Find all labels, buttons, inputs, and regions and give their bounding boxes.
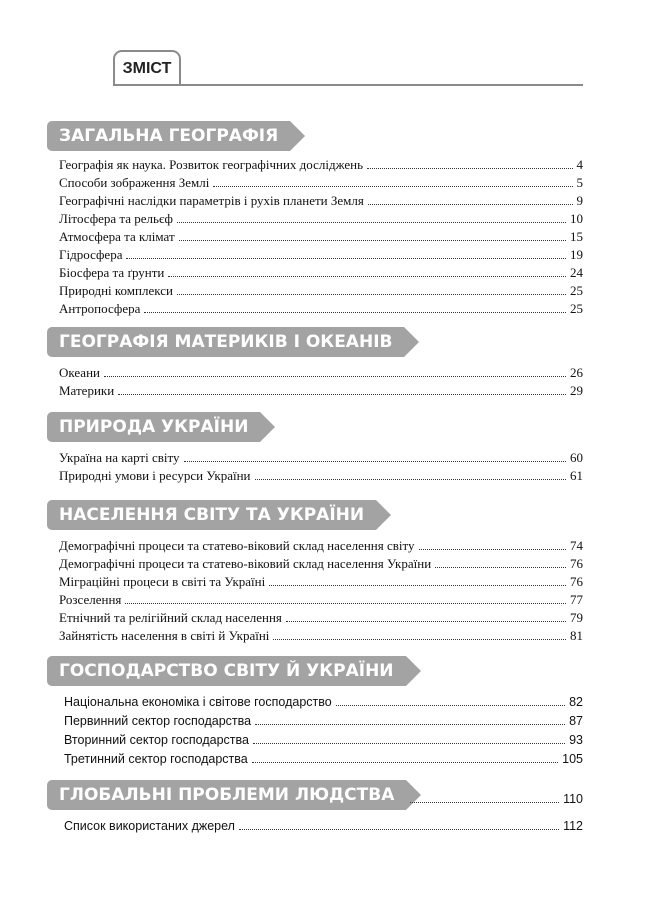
toc-entry[interactable]	[59, 574, 583, 592]
dot-leader	[179, 230, 566, 241]
section-title: ГОСПОДАРСТВО СВІТУ Й УКРАЇНИ	[59, 661, 394, 681]
section-title: НАСЕЛЕННЯ СВІТУ ТА УКРАЇНИ	[59, 505, 365, 525]
entry-page: 112	[563, 819, 583, 833]
dot-leader	[144, 302, 566, 313]
header-rule	[113, 84, 583, 86]
toc-entry[interactable]	[59, 157, 583, 175]
entry-title: Етнічний та релігійний склад населення	[59, 610, 282, 625]
entry-title: Океани	[59, 365, 100, 380]
dot-leader	[168, 266, 566, 277]
toc-entry[interactable]	[59, 265, 583, 283]
entry-page: 79	[570, 610, 583, 625]
entry-page: 25	[570, 301, 583, 316]
toc-entry[interactable]	[59, 365, 583, 383]
dot-leader	[255, 469, 566, 480]
entry-title: Способи зображення Землі	[59, 175, 210, 190]
entry-page: 9	[576, 193, 583, 208]
dot-leader	[368, 194, 573, 205]
entry-page: 76	[570, 574, 583, 589]
entry-title: Розселення	[59, 592, 122, 607]
entry-page: 93	[569, 733, 583, 747]
entry-title: Географічні наслідки параметрів і рухів планети Земля	[59, 193, 364, 208]
entry-page: 24	[570, 265, 583, 280]
entry-title: Гідросфера	[59, 247, 123, 262]
section-title: ГЛОБАЛЬНІ ПРОБЛЕМИ ЛЮДСТВА	[59, 785, 395, 805]
toc-entry[interactable]	[59, 610, 583, 628]
entry-page: 5	[576, 175, 583, 190]
dot-leader	[255, 714, 565, 725]
entry-page: 81	[570, 628, 583, 643]
entry-title: Літосфера та рельєф	[59, 211, 173, 226]
entry-title: Материки	[59, 383, 115, 398]
toc-entry[interactable]	[59, 175, 583, 193]
entry-page: 29	[570, 383, 583, 398]
toc-entry[interactable]	[59, 450, 583, 468]
section-banner-continents-oceans	[47, 327, 404, 357]
entry-title: Міграційні процеси в світі та Україні	[59, 574, 266, 589]
toc-entry[interactable]	[64, 752, 583, 770]
entry-page: 82	[569, 695, 583, 709]
toc-entry[interactable]	[59, 628, 583, 646]
section-page-entry	[410, 792, 583, 810]
toc-header-tab	[113, 50, 181, 86]
section-banner-economy	[47, 656, 406, 686]
entry-page: 60	[570, 450, 583, 465]
toc-entry[interactable]	[59, 229, 583, 247]
entry-page: 25	[570, 283, 583, 298]
toc-entry[interactable]	[64, 714, 583, 732]
entry-page: 26	[570, 365, 583, 380]
toc-entry[interactable]	[59, 283, 583, 301]
dot-leader	[435, 557, 566, 568]
entry-title: Національна економіка і світове господарство	[64, 695, 332, 709]
toc-title: ЗМІСТ	[122, 60, 172, 77]
dot-leader	[239, 819, 559, 830]
section-banner-global-problems[interactable]	[47, 780, 406, 810]
dot-leader	[273, 629, 566, 640]
entry-title: Третинний сектор господарства	[64, 752, 248, 766]
dot-leader	[286, 611, 566, 622]
section-banner-population	[47, 500, 376, 530]
toc-entry-sources[interactable]	[64, 819, 583, 837]
toc-entry[interactable]	[59, 301, 583, 319]
entry-title: Географія як наука. Розвиток географічних досліджень	[59, 157, 364, 172]
dot-leader	[125, 593, 566, 604]
entry-title: Біосфера та ґрунти	[59, 265, 165, 280]
dot-leader	[177, 284, 566, 295]
entry-page: 74	[570, 538, 583, 553]
entry-page: 87	[569, 714, 583, 728]
section-banner-nature-ukraine	[47, 412, 260, 442]
entry-page: 77	[570, 592, 583, 607]
toc-entry[interactable]	[64, 733, 583, 751]
entry-page: 10	[570, 211, 583, 226]
section-title: ГЕОГРАФІЯ МАТЕРИКІВ І ОКЕАНІВ	[59, 332, 393, 352]
entry-title: Антропосфера	[59, 301, 141, 316]
section-banner-general-geography	[47, 121, 290, 151]
toc-entry[interactable]	[59, 193, 583, 211]
dot-leader	[104, 366, 566, 377]
entry-title: Вторинний сектор господарства	[64, 733, 249, 747]
dot-leader	[410, 792, 559, 803]
entry-page: 4	[576, 157, 583, 172]
dot-leader	[126, 248, 566, 259]
entry-page: 15	[570, 229, 583, 244]
section-title: ПРИРОДА УКРАЇНИ	[59, 417, 249, 437]
entry-title: Атмосфера та клімат	[59, 229, 175, 244]
dot-leader	[253, 733, 565, 744]
dot-leader	[367, 158, 572, 169]
entry-title: Зайнятість населення в світі й Україні	[59, 628, 270, 643]
dot-leader	[252, 752, 558, 763]
entry-title: Первинний сектор господарства	[64, 714, 252, 728]
entry-page: 110	[563, 792, 583, 806]
entry-page: 61	[570, 468, 583, 483]
toc-entry[interactable]	[59, 211, 583, 229]
entry-title: Демографічні процеси та статево-віковий склад населення України	[59, 556, 432, 571]
dot-leader	[118, 384, 566, 395]
dot-leader	[419, 539, 566, 550]
entry-title: Природні умови і ресурси України	[59, 468, 251, 483]
entry-page: 105	[562, 752, 583, 766]
toc-entry[interactable]	[59, 592, 583, 610]
dot-leader	[269, 575, 566, 586]
dot-leader	[184, 451, 566, 462]
dot-leader	[177, 212, 566, 223]
toc-entry[interactable]	[59, 383, 583, 401]
entry-title: Демографічні процеси та статево-віковий склад населення світу	[59, 538, 415, 553]
toc-entry[interactable]	[59, 247, 583, 265]
entry-title: Україна на карті світу	[59, 450, 180, 465]
entry-title: Природні комплекси	[59, 283, 173, 298]
entry-page: 19	[570, 247, 583, 262]
section-title: ЗАГАЛЬНА ГЕОГРАФІЯ	[59, 126, 279, 146]
toc-entry[interactable]	[59, 538, 583, 556]
toc-entry[interactable]	[64, 695, 583, 713]
toc-entry[interactable]	[59, 468, 583, 486]
toc-entry[interactable]	[59, 556, 583, 574]
dot-leader	[336, 695, 565, 706]
entry-page: 76	[570, 556, 583, 571]
entry-title: Список використаних джерел	[64, 819, 235, 833]
dot-leader	[213, 176, 572, 187]
